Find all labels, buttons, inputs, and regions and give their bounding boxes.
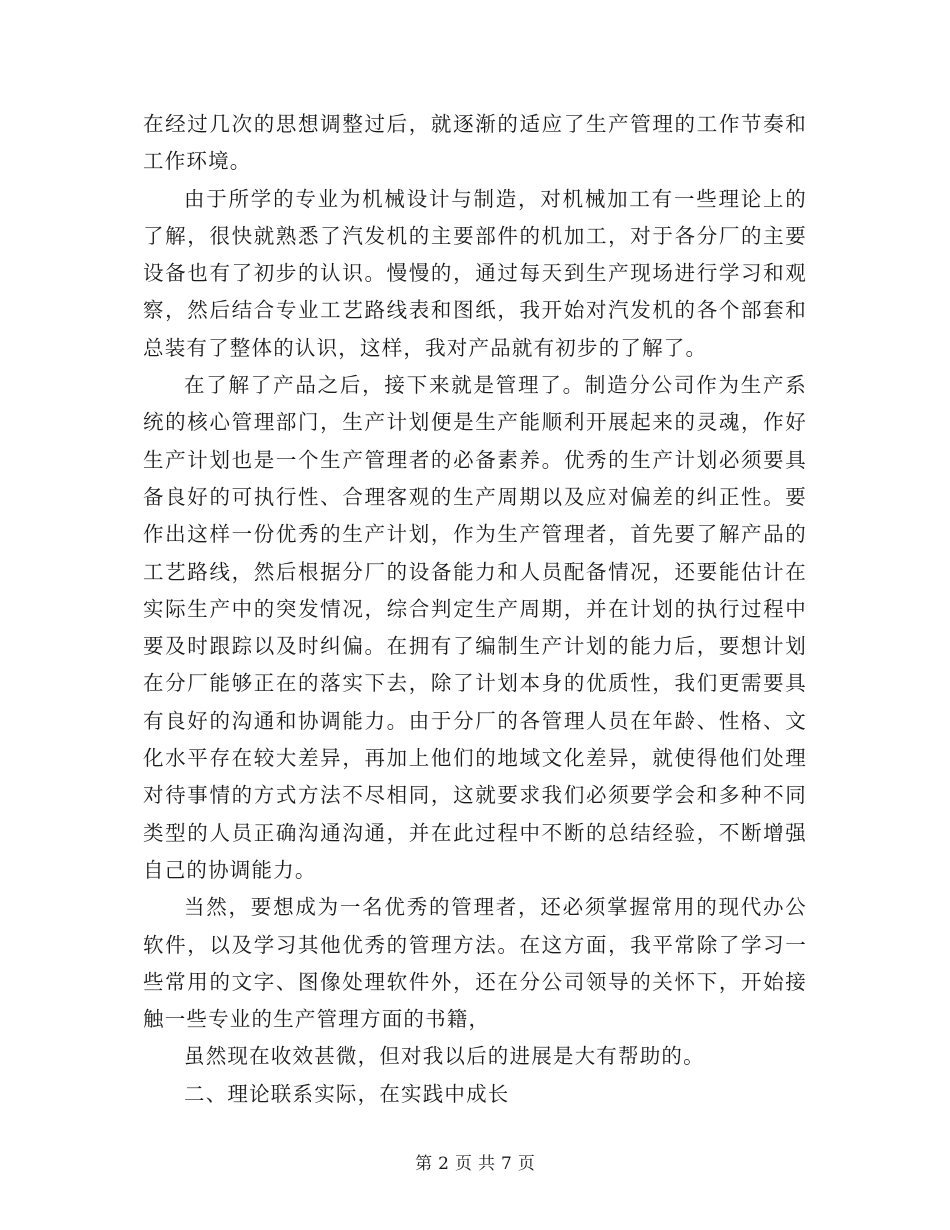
footer-total-word: 共 bbox=[478, 1154, 495, 1174]
footer-suffix: 页 bbox=[517, 1154, 535, 1174]
section-heading: 二、理论联系实际，在实践中成长 bbox=[184, 1081, 510, 1106]
footer-page-word: 页 bbox=[455, 1154, 472, 1174]
footer-prefix: 第 bbox=[415, 1154, 433, 1174]
total-pages-number: 7 bbox=[501, 1154, 512, 1174]
paragraph-2: 由于所学的专业为机械设计与制造，对机械加工有一些理论上的了解，很快就熟悉了汽发机的主要部件的机加工，对于各分厂的主要设备也有了初步的认识。慢慢的，通过每天到生产现场进行学习和观察，然后结合专业工艺路线表和图纸，我开始对汽发机的各个部套和总装有了整体的认识，这样，我对产品就有初步的了解了。 bbox=[143, 186, 807, 360]
paragraph-3: 在了解了产品之后，接下来就是管理了。制造分公司作为生产系统的核心管理部门，生产计划便是生产能顺利开展起来的灵魂，作好生产计划也是一个生产管理者的必备素养。优秀的生产计划必须要具备良好的可执行性、合理客观的生产周期以及应对偏差的纠正性。要作出这样一份优秀的生产计划，作为生产管理者，首先要了解产品的工艺路线，然后根据分厂的设备能力和人员配备情况，还要能估计在实际生产中的突发情况，综合判定生产周期，并在计划的执行过程中要及时跟踪以及时纠偏。在拥有了编制生产计划的能力后，要想计划在分厂能够正在的落实下去，除了计划本身的优质性，我们更需要具有良好的沟通和协调能力。由于分厂的各管理人员在年龄、性格、文化水平存在较大差异，再加上他们的地域文化差异，就使得他们处理对待事情的方式方法不尽相同，这就要求我们必须要学会和多种不同类型的人员正确沟通沟通，并在此过程中不断的总结经验，不断增强自己的协调能力。 bbox=[143, 373, 807, 882]
body-text bbox=[143, 106, 807, 1113]
paragraph-5: 虽然现在收效甚微，但对我以后的进展是大有帮助的。 bbox=[184, 1044, 705, 1069]
paragraph-4: 当然，要想成为一名优秀的管理者，还必须掌握常用的现代办公软件，以及学习其他优秀的管理方法。在这方面，我平常除了学习一些常用的文字、图像处理软件外，还在分公司领导的关怀下，开始接触一些专业的生产管理方面的书籍， bbox=[143, 895, 807, 1032]
page-footer bbox=[0, 1152, 950, 1176]
paragraph-1: 在经过几次的思想调整过后，就逐渐的适应了生产管理的工作节奏和工作环境。 bbox=[143, 112, 807, 174]
current-page-number: 2 bbox=[438, 1154, 449, 1174]
